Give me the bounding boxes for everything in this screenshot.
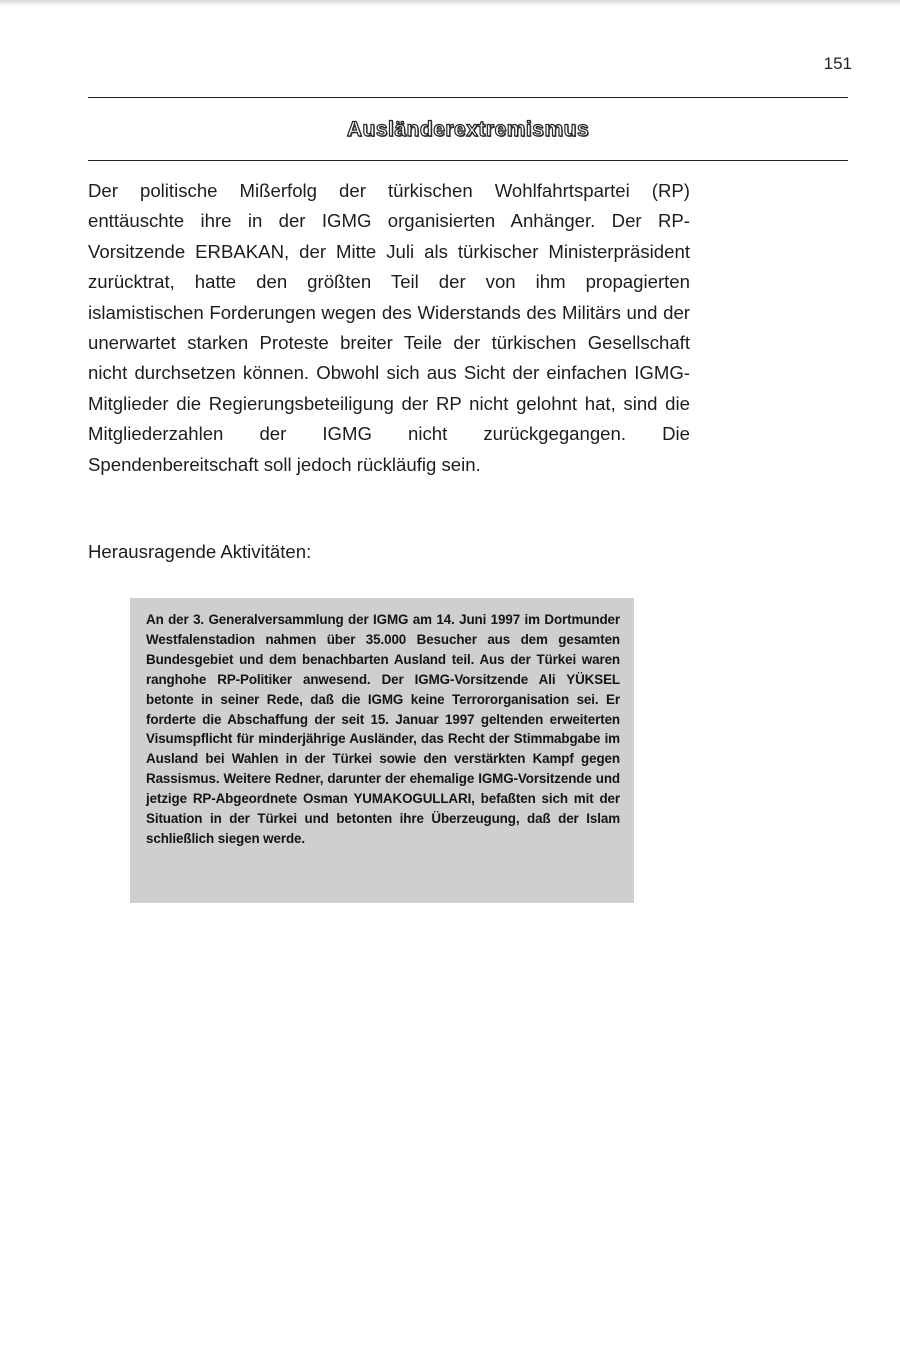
body-paragraph: Der politische Mißerfolg der türkischen Wohlfahrtspartei (RP) enttäuschte ihre in der IGMG organisierten Anhänger. Der RP-Vorsitzende ERBAKAN, der Mitte Juli als türkischer Ministerpräsident zurücktrat, hatte den größten Teil der von ihm propagierten islamistischen Forderungen wegen des Widerstands des Militärs und der unerwartet starken Proteste breiter Teile der türkischen Gesellschaft nicht durchsetzen können. Obwohl sich aus Sicht der einfachen IGMG-Mitglieder die Regierungsbeteiligung der RP nicht gelohnt hat, sind die Mitgliederzahlen der IGMG nicht zurückgegangen. Die Spendenbereitschaft soll jedoch rückläufig sein. xyxy=(88,180,690,475)
section-label: Herausragende Aktivitäten: xyxy=(88,541,312,562)
info-box xyxy=(130,598,634,903)
header-rule-bottom xyxy=(88,160,848,161)
scan-edge-shadow xyxy=(0,0,900,6)
info-box-text: An der 3. Generalversammlung der IGMG am 14. Juni 1997 im Dortmunder Westfalenstadion nahmen über 35.000 Besucher aus dem gesamten Bundesgebiet und dem benachbarten Ausland teil. Aus der Türkei waren ranghohe RP-Politiker anwesend. Der IGMG-Vorsitzende Ali YÜKSEL betonte in seiner Rede, daß die IGMG keine Terrororganisation sei. Er forderte die Abschaffung der seit 15. Januar 1997 geltenden erweiterten Visumspflicht für minderjährige Ausländer, das Recht der Stimmabgabe im Ausland bei Wahlen in der Türkei sowie den verstärkten Kampf gegen Rassismus. Weitere Redner, darunter der ehemalige IGMG-Vorsitzende und jetzige RP-Abgeordnete Osman YUMAKOGULLARI, befaßten sich mit der Situation in der Türkei und betonten ihre Überzeugung, daß der Islam schließlich siegen werde. xyxy=(146,612,620,846)
header-rule-top xyxy=(88,97,848,98)
page-number: 151 xyxy=(823,54,852,73)
chapter-title: Ausländerextremismus xyxy=(346,118,590,141)
